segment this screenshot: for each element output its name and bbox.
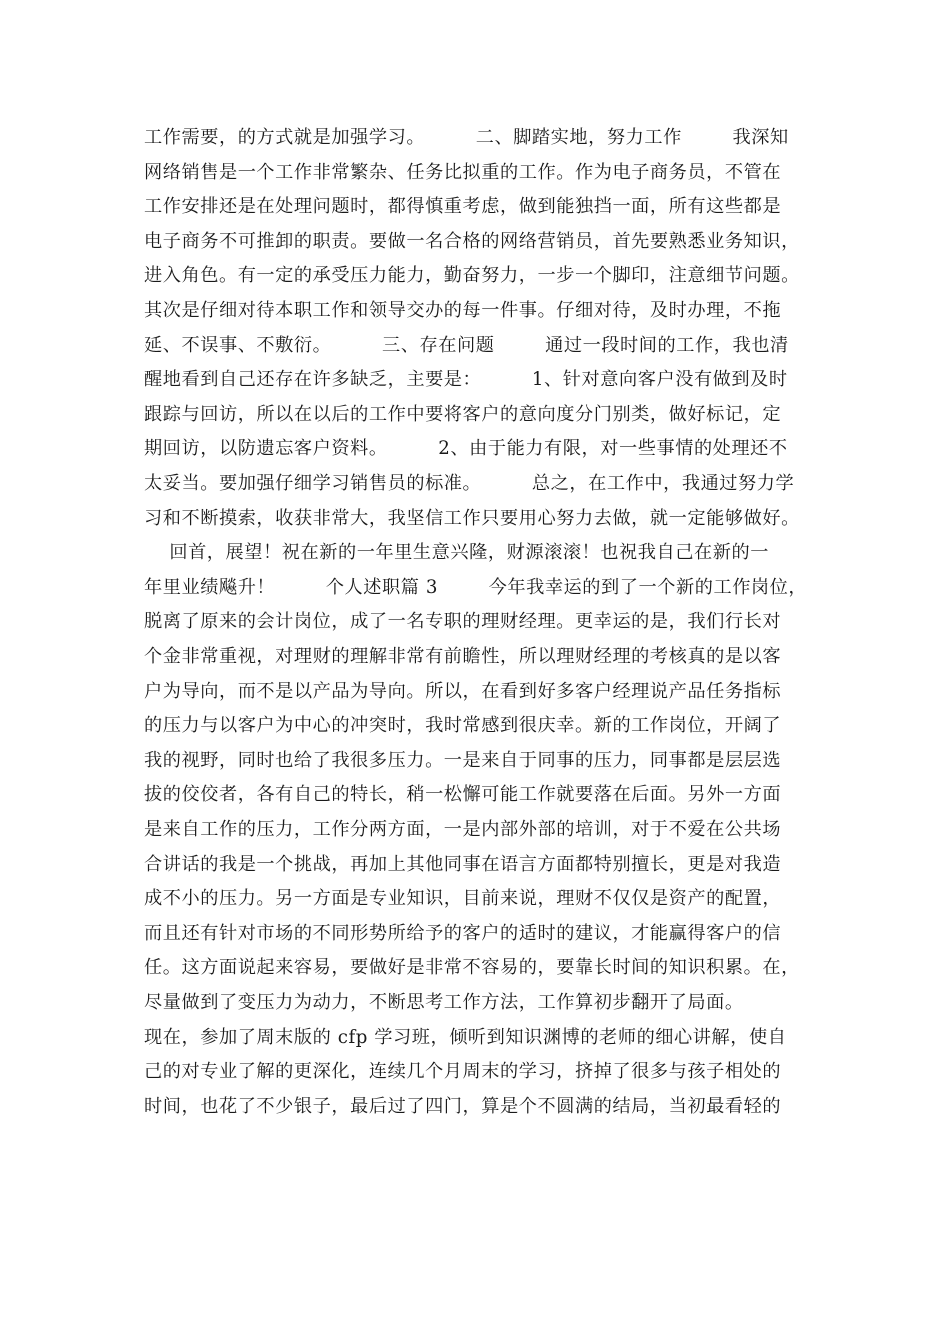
text-line: 成不小的压力。另一方面是专业知识，目前来说，理财不仅仅是资产的配置， <box>144 888 782 910</box>
text-line: 而且还有针对市场的不同形势所给予的客户的适时的建议，才能赢得客户的信 <box>144 922 782 944</box>
text-line: 任。这方面说起来容易，要做好是非常不容易的，要靠长时间的知识积累。在， <box>144 957 800 979</box>
text-line: 工作安排还是在处理问题时，都得慎重考虑，做到能独挡一面，所有这些都是 <box>144 196 782 218</box>
text-line: 的压力与以客户为中心的冲突时，我时常感到很庆幸。新的工作岗位，开阔了 <box>144 715 782 737</box>
text-line: 尽量做到了变压力为动力，不断思考工作方法，工作算初步翻开了局面。 <box>144 992 744 1013</box>
text-line: 工作需要，的方式就是加强学习。 二、脚踏实地，努力工作 我深知 <box>144 127 789 148</box>
text-line: 拔的佼佼者，各有自己的特长，稍一松懈可能工作就要落在后面。另外一方面 <box>144 784 782 806</box>
text-line: 网络销售是一个工作非常繁杂、任务比拟重的工作。作为电子商务员，不管在 <box>144 161 782 183</box>
text-line: 时间，也花了不少银子，最后过了四门，算是个不圆满的结局，当初最看轻的 <box>144 1095 782 1117</box>
text-line: 我的视野，同时也给了我很多压力。一是来自于同事的压力，同事都是层层选 <box>144 749 782 771</box>
text-line: 进入角色。有一定的承受压力能力，勤奋努力，一步一个脚印，注意细节问题。 <box>144 265 800 287</box>
text-line: 太妥当。要加强仔细学习销售员的标准。 总之，在工作中，我通过努力学 <box>144 473 795 494</box>
text-line: 其次是仔细对待本职工作和领导交办的每一件事。仔细对待，及时办理，不拖 <box>144 300 782 321</box>
text-line: 户为导向，而不是以产品为导向。所以，在看到好多客户经理说产品任务指标 <box>144 680 782 702</box>
text-line: 跟踪与回访，所以在以后的工作中要将客户的意向度分门别类，做好标记，定 <box>144 403 782 425</box>
text-line: 延、不误事、不敷衍。 三、存在问题 通过一段时间的工作，我也清 <box>144 334 789 356</box>
text-line: 回首，展望！祝在新的一年里生意兴隆，财源滚滚！也祝我自己在新的一 <box>144 542 769 564</box>
text-line: 现在，参加了周末版的 cfp 学习班，倾听到知识渊博的老师的细心讲解，使自 <box>144 1026 787 1048</box>
text-line: 脱离了原来的会计岗位，成了一名专职的理财经理。更幸运的是，我们行长对 <box>144 611 782 633</box>
text-line: 合讲话的我是一个挑战，再加上其他同事在语言方面都特别擅长，更是对我造 <box>144 853 782 875</box>
text-line: 是来自工作的压力，工作分两方面，一是内部外部的培训，对于不爱在公共场 <box>144 819 782 840</box>
text-line: 醒地看到自己还存在许多缺乏，主要是： 1、针对意向客户没有做到及时 <box>144 369 788 391</box>
text-line: 年里业绩飚升！ 个人述职篇 3 今年我幸运的到了一个新的工作岗位， <box>144 576 808 598</box>
text-line: 期回访，以防遗忘客户资料。 2、由于能力有限，对一些事情的处理还不 <box>144 438 788 460</box>
text-line: 习和不断摸索，收获非常大，我坚信工作只要用心努力去做，就一定能够做好。 <box>144 507 800 529</box>
text-line: 电子商务不可推卸的职责。要做一名合格的网络营销员，首先要熟悉业务知识， <box>144 230 800 252</box>
text-line: 己的对专业了解的更深化，连续几个月周末的学习，挤掉了很多与孩子相处的 <box>144 1061 782 1083</box>
text-line: 个金非常重视，对理财的理解非常有前瞻性，所以理财经理的考核真的是以客 <box>144 646 782 667</box>
